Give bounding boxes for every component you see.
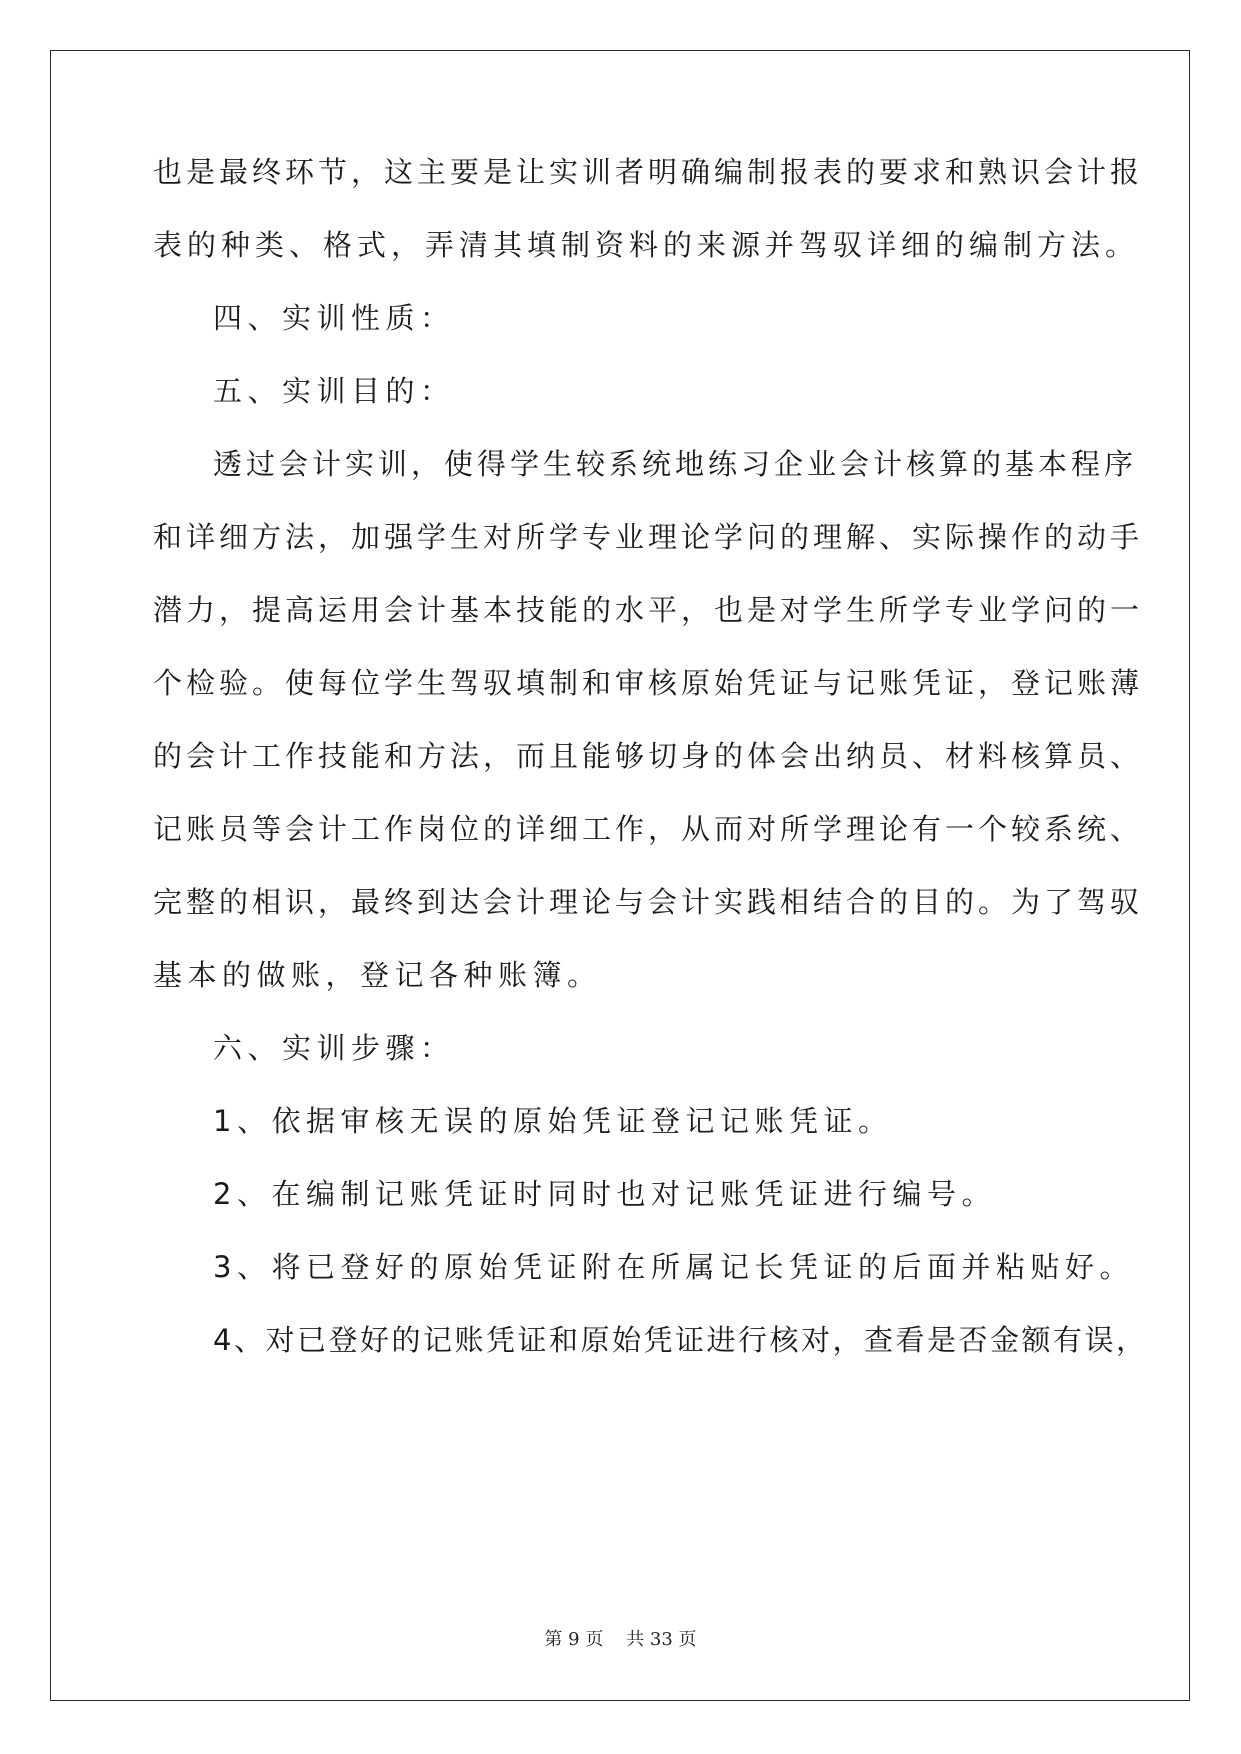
section-heading: 五、实训目的： xyxy=(213,374,455,408)
list-item: 3、将已登好的原始凭证附在所属记长凭证的后面并粘贴好。 xyxy=(213,1250,1134,1284)
text-line: 记账员等会计工作岗位的详细工作，从而对所学理论有一个较系统、 xyxy=(153,812,1144,846)
list-item: 4、对已登好的记账凭证和原始凭证进行核对，查看是否金额有误， xyxy=(213,1323,1148,1357)
section-heading: 六、实训步骤： xyxy=(213,1031,455,1065)
text-line: 也是最终环节，这主要是让实训者明确编制报表的要求和熟识会计报 xyxy=(153,155,1144,189)
page-number-footer: 第 9 页 共 33 页 xyxy=(544,1629,697,1650)
text-line: 基本的做账，登记各种账簿。 xyxy=(153,958,602,992)
text-line: 透过会计实训，使得学生较系统地练习企业会计核算的基本程序 xyxy=(213,447,1138,481)
text-line: 表的种类、格式，弄清其填制资料的来源并驾驭详细的编制方法。 xyxy=(153,228,1140,262)
section-heading: 四、实训性质： xyxy=(213,301,455,335)
list-item: 2、在编制记账凭证时同时也对记账凭证进行编号。 xyxy=(213,1177,996,1211)
text-line: 的会计工作技能和方法，而且能够切身的体会出纳员、材料核算员、 xyxy=(153,739,1144,773)
text-line: 和详细方法，加强学生对所学专业理论学问的理解、实际操作的动手 xyxy=(153,520,1144,554)
text-line: 完整的相识，最终到达会计理论与会计实践相结合的目的。为了驾驭 xyxy=(153,885,1144,919)
text-line: 个检验。使每位学生驾驭填制和审核原始凭证与记账凭证，登记账薄 xyxy=(153,666,1144,700)
list-item: 1、依据审核无误的原始凭证登记记账凭证。 xyxy=(213,1104,893,1138)
text-line: 潜力，提高运用会计基本技能的水平，也是对学生所学专业学问的一 xyxy=(153,593,1144,627)
